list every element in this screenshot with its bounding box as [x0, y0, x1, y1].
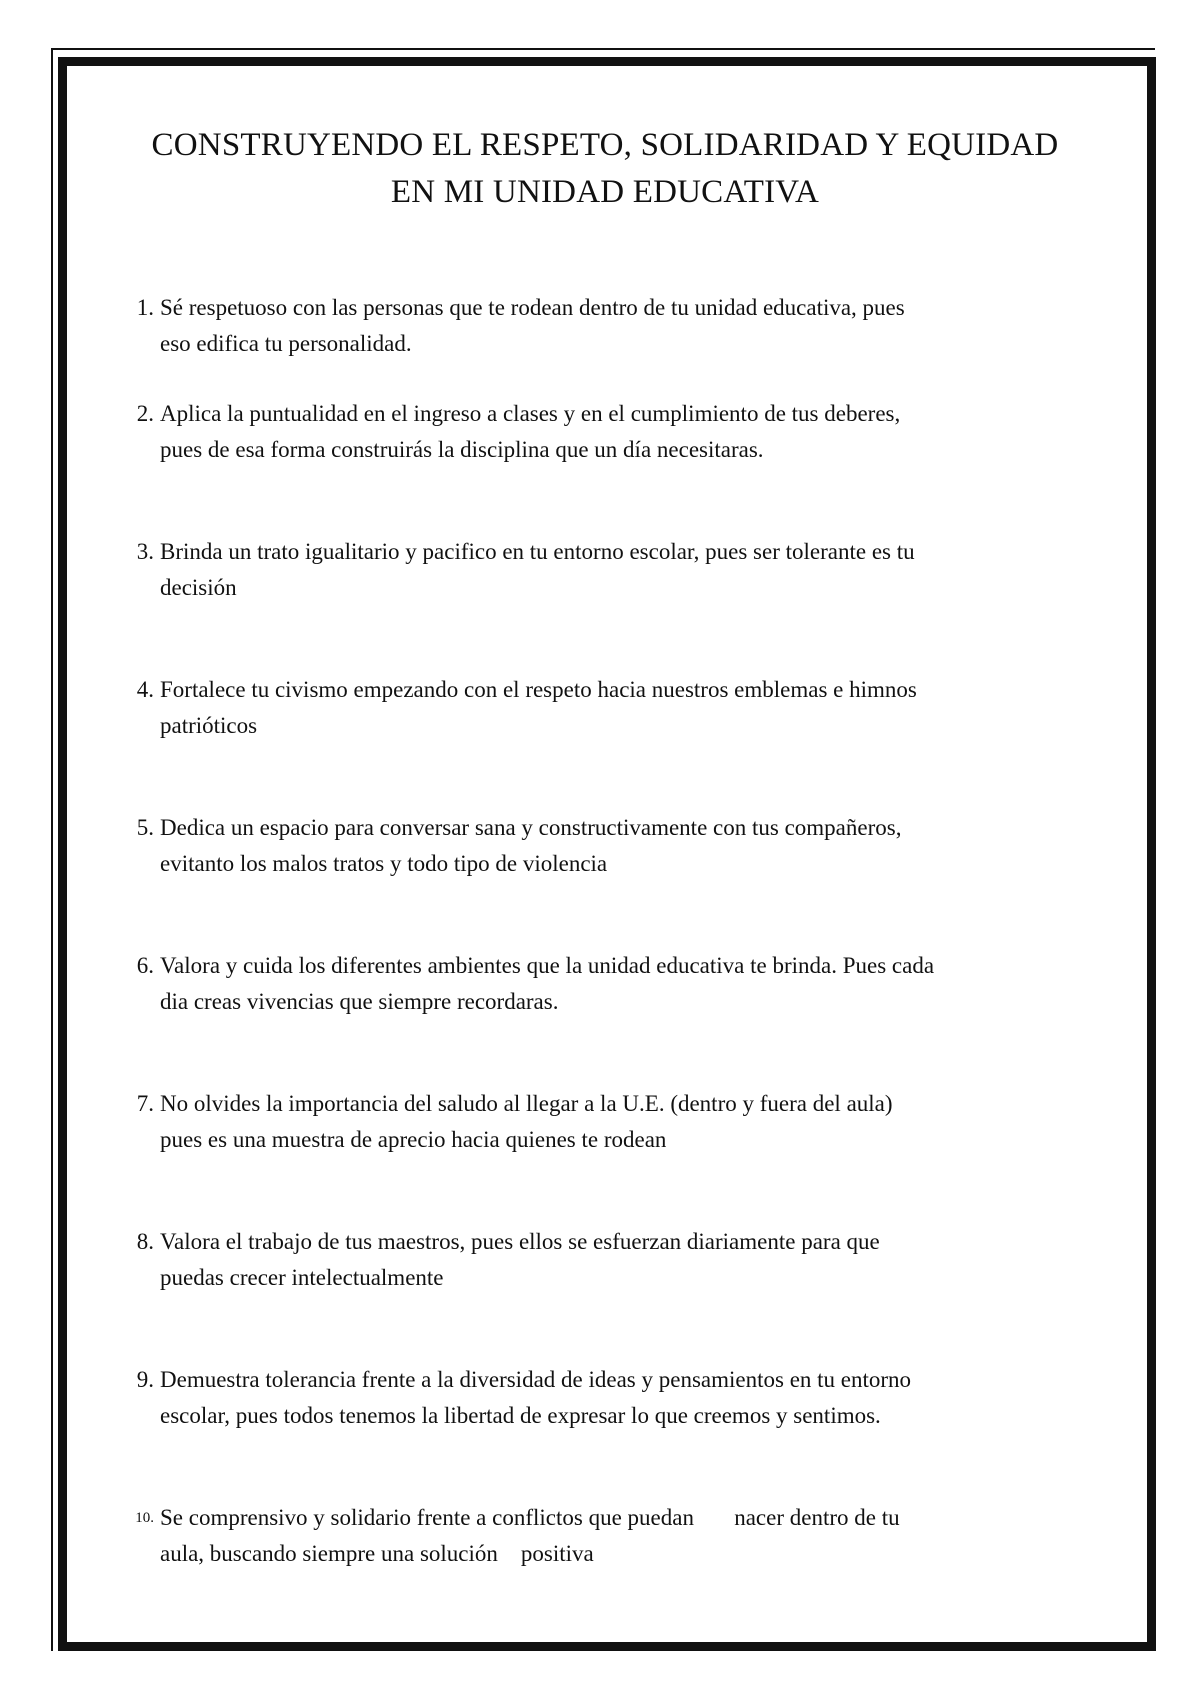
item-text: Sé respetuoso con las personas que te rodean dentro de tu unidad educativa, pues eso edifica tu personalidad. [160, 295, 905, 356]
title-line-2: EN MI UNIDAD EDUCATIVA [390, 174, 820, 210]
title-line-1: CONSTRUYENDO EL RESPETO, SOLIDARIDAD Y EQUIDAD [151, 127, 1059, 163]
item-number: 9. [136, 1367, 154, 1392]
item-number: 10. [135, 1510, 154, 1526]
item-number: 8. [136, 1229, 154, 1254]
item-number: 6. [136, 953, 154, 978]
item-number: 1. [136, 295, 154, 320]
item-number: 3. [136, 539, 154, 564]
document-title [90, 122, 1120, 216]
item-text: Se comprensivo y solidario frente a conflictos que puedan nacer dentro de tu aula, buscando siempre una solución positiva [160, 1505, 900, 1566]
item-text: Fortalece tu civismo empezando con el respeto hacia nuestros emblemas e himnos patrióticos [160, 677, 917, 738]
item-number: 5. [136, 815, 154, 840]
item-number: 4. [136, 677, 154, 702]
item-text: Brinda un trato igualitario y pacifico en tu entorno escolar, pues ser tolerante es tu decisión [160, 539, 915, 600]
item-text: Aplica la puntualidad en el ingreso a clases y en el cumplimiento de tus deberes, pues de esa forma construirás la disciplina que un día necesitaras. [160, 401, 901, 462]
item-number: 7. [136, 1091, 154, 1116]
item-number: 2. [136, 401, 154, 426]
item-text: Valora el trabajo de tus maestros, pues ellos se esfuerzan diariamente para que puedas crecer intelectualmente [160, 1229, 880, 1290]
item-text: Dedica un espacio para conversar sana y constructivamente con tus compañeros, evitanto los malos tratos y todo tipo de violencia [160, 815, 902, 876]
item-text: Demuestra tolerancia frente a la diversidad de ideas y pensamientos en tu entorno escolar, pues todos tenemos la libertad de expresar lo que creemos y sentimos. [160, 1367, 912, 1428]
item-text: Valora y cuida los diferentes ambientes que la unidad educativa te brinda. Pues cada dia creas vivencias que siempre recordaras. [160, 953, 935, 1014]
item-text: No olvides la importancia del saludo al llegar a la U.E. (dentro y fuera del aula) pues es una muestra de aprecio hacia quienes te rodean [160, 1091, 893, 1152]
